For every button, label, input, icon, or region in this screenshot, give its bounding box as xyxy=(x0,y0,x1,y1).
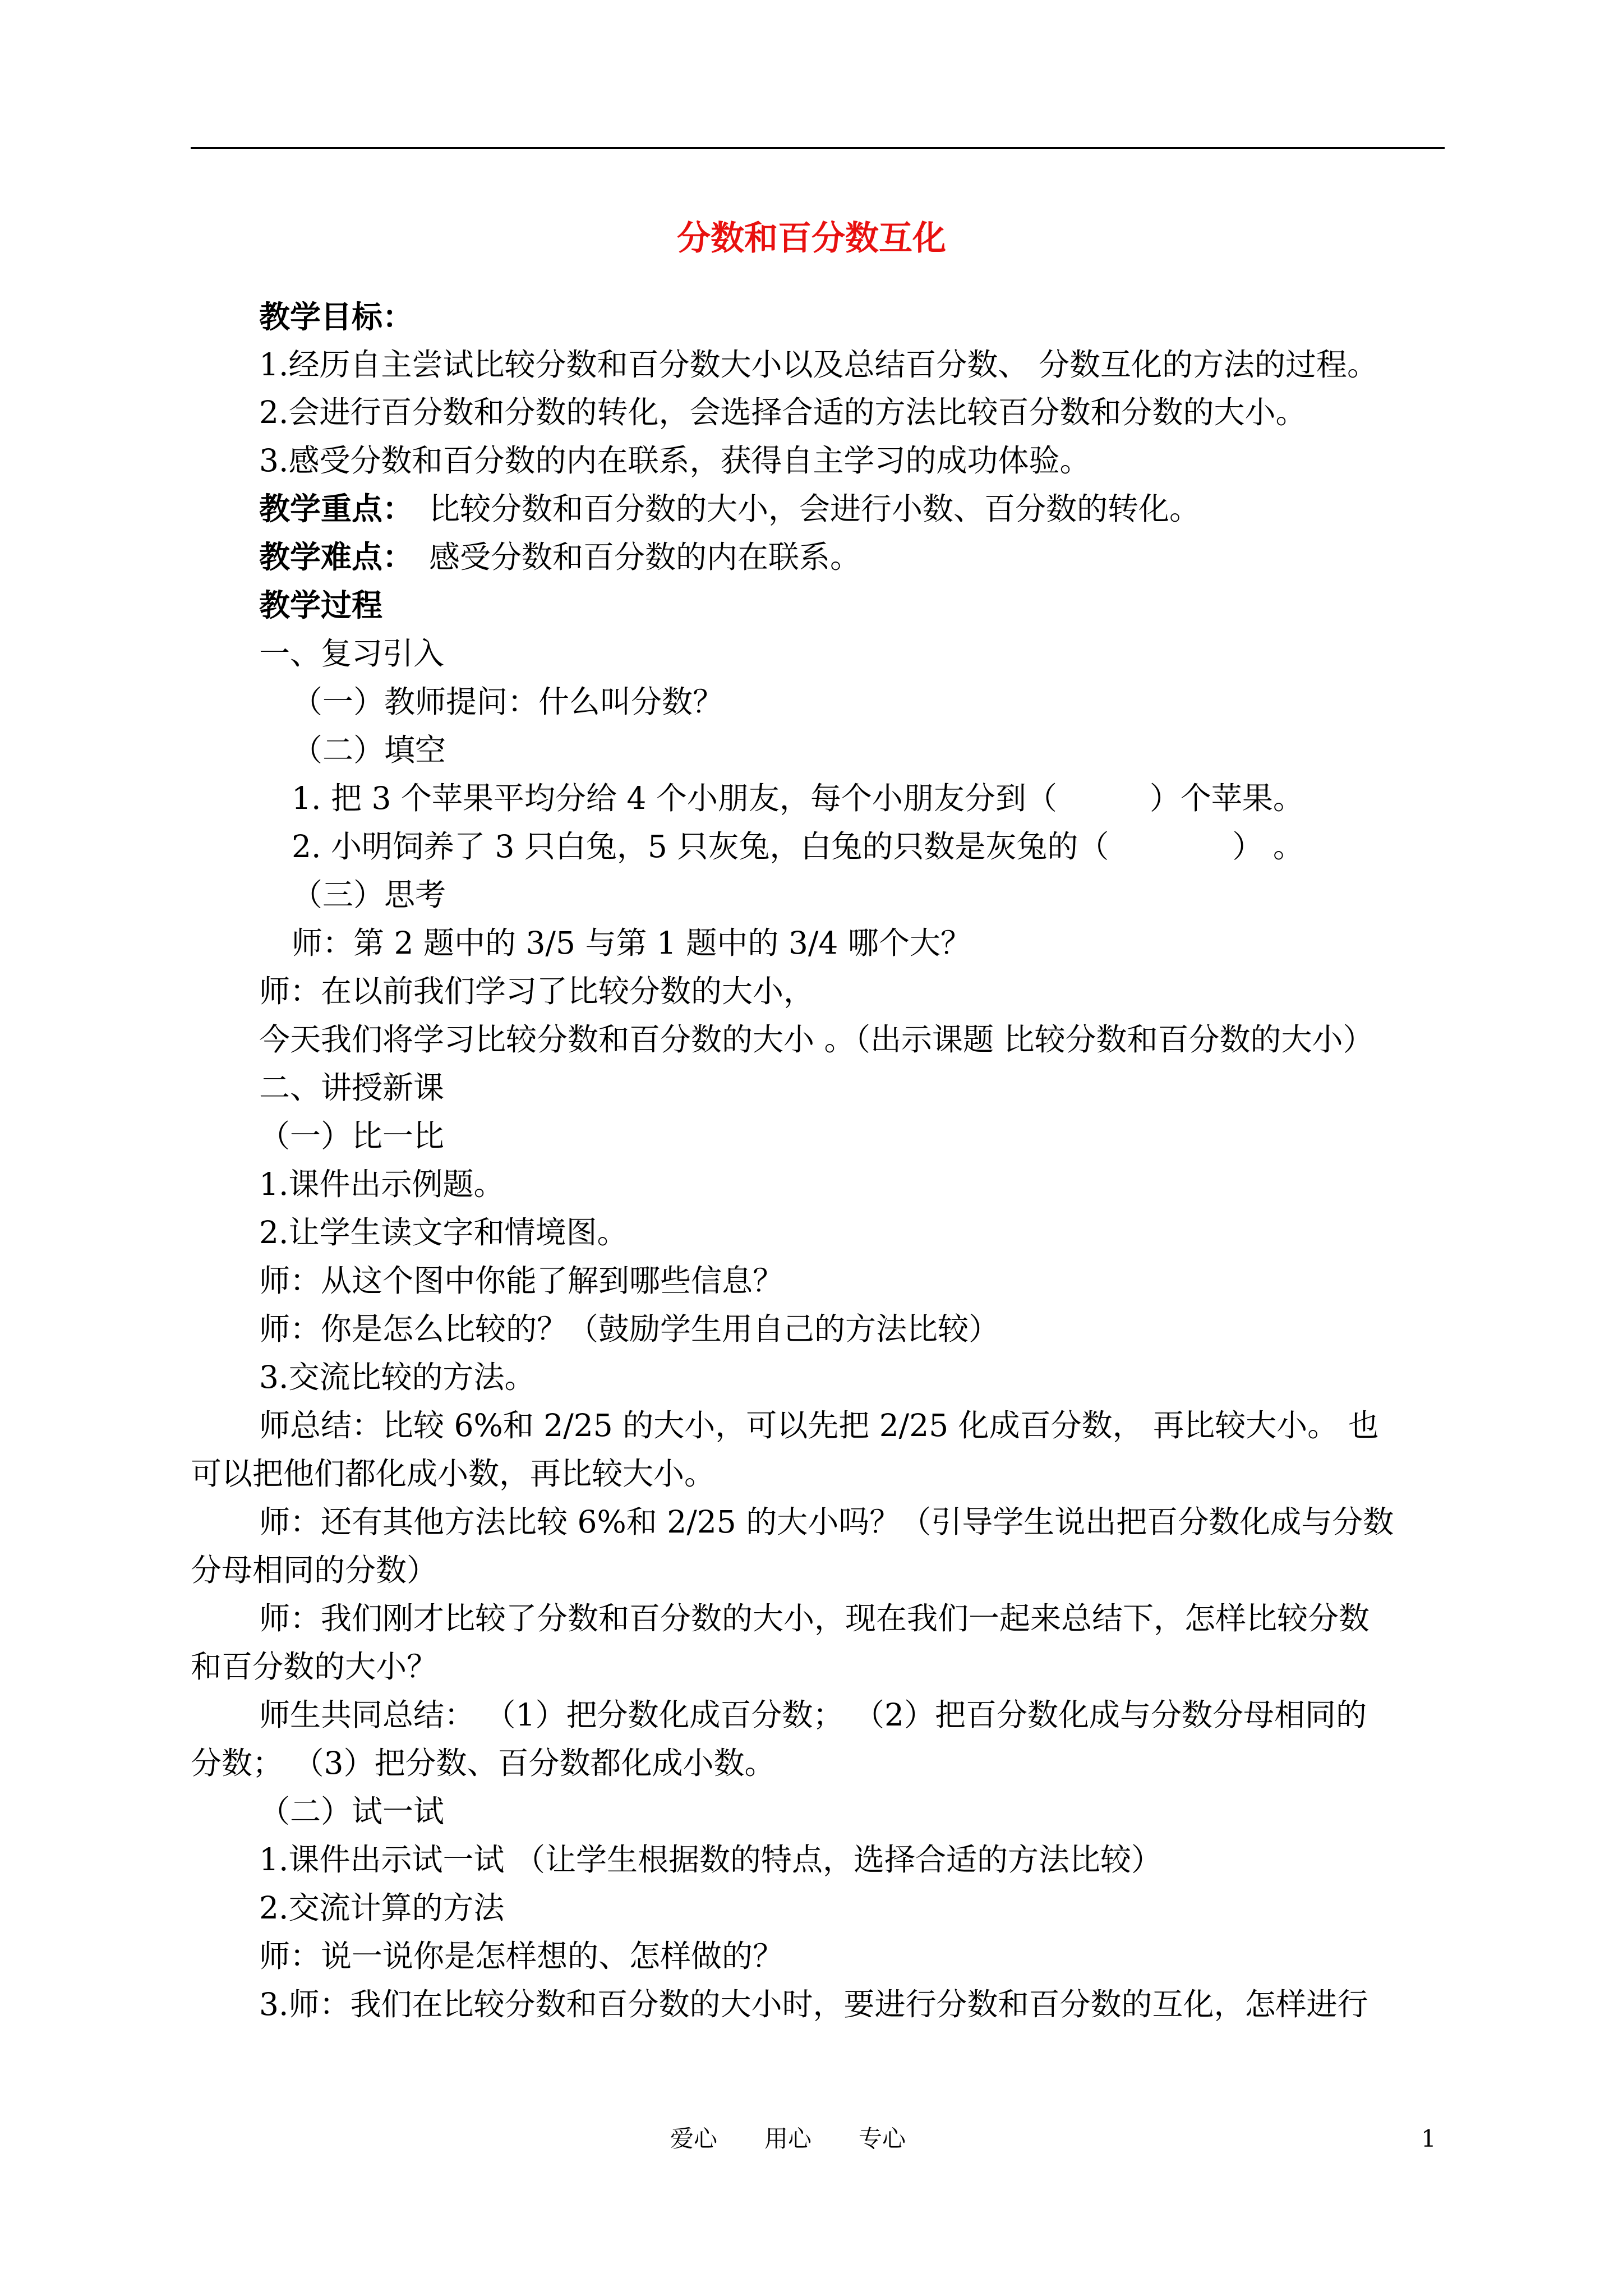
section2-heading: 二、讲授新课 xyxy=(259,1070,445,1106)
fill-blank-1: 1. 把 3 个苹果平均分给 4 个小朋友，每个小朋友分到（ ）个苹果。 xyxy=(292,780,1304,816)
teacher-line-2: 师：在以前我们学习了比较分数的大小， xyxy=(259,973,815,1009)
compare-heading: （一）比一比 xyxy=(259,1118,445,1154)
summary-line-2: 可以把他们都化成小数，再比较大小。 xyxy=(191,1456,716,1492)
think-heading: （三）思考 xyxy=(292,877,446,913)
page-number: 1 xyxy=(1421,2125,1436,2152)
try-question: 师：说一说你是怎样想的、怎样做的？ xyxy=(259,1938,784,1974)
review-line-2: 和百分数的大小？ xyxy=(191,1649,438,1685)
try-heading: （二）试一试 xyxy=(259,1793,445,1829)
footer-motto: 爱心 用心 专心 xyxy=(670,2125,906,2152)
review-line-1: 师：我们刚才比较了分数和百分数的大小，现在我们一起来总结下，怎样比较分数 xyxy=(259,1600,1370,1636)
step-2: 2.让学生读文字和情境图。 xyxy=(259,1214,628,1250)
process-heading: 教学过程 xyxy=(259,587,383,623)
joint-summary-line-2: 分数； （3）把分数、百分数都化成小数。 xyxy=(191,1745,776,1781)
key-point-text: 比较分数和百分数的大小，会进行小数、百分数的转化。 xyxy=(429,491,1201,527)
objective-2: 2.会进行百分数和分数的转化，会选择合适的方法比较百分数和分数的大小。 xyxy=(259,394,1307,430)
objective-3: 3.感受分数和百分数的内在联系，获得自主学习的成功体验。 xyxy=(259,443,1091,478)
summary-line-1: 师总结：比较 6%和 2/25 的大小，可以先把 2/25 化成百分数， 再比较大小。 也 xyxy=(259,1407,1379,1443)
step-1: 1.课件出示例题。 xyxy=(259,1166,505,1202)
joint-summary-line-1: 师生共同总结： （1）把分数化成百分数； （2）把百分数化成与分数分母相同的 xyxy=(259,1697,1367,1733)
teacher-line-1: 师：第 2 题中的 3/5 与第 1 题中的 3/4 哪个大？ xyxy=(292,925,971,961)
header-rule xyxy=(191,147,1445,149)
try-step-3: 3.师：我们在比较分数和百分数的大小时，要进行分数和百分数的互化，怎样进行 xyxy=(259,1986,1368,2022)
difficulty-label: 教学难点： xyxy=(259,539,414,575)
other-method-line-1: 师：还有其他方法比较 6%和 2/25 的大小吗？（引导学生说出把百分数化成与分数 xyxy=(259,1504,1394,1540)
teacher-question-2: 师：你是怎么比较的？（鼓励学生用自己的方法比较） xyxy=(259,1311,1000,1347)
key-point xyxy=(259,489,1200,528)
key-point-label: 教学重点： xyxy=(259,490,414,527)
step-3: 3.交流比较的方法。 xyxy=(259,1359,536,1395)
try-step-1: 1.课件出示试一试 （让学生根据数的特点，选择合适的方法比较） xyxy=(259,1842,1162,1878)
difficulty-text: 感受分数和百分数的内在联系。 xyxy=(429,539,861,575)
objectives-heading: 教学目标： xyxy=(259,298,414,335)
fill-blank-heading: （二）填空 xyxy=(292,732,446,768)
teacher-line-3: 今天我们将学习比较分数和百分数的大小 。（出示课题 比较分数和百分数的大小） xyxy=(259,1022,1374,1057)
fill-blank-2: 2. 小明饲养了 3 只白兔，5 只灰兔，白兔的只数是灰兔的（ ） 。 xyxy=(292,829,1304,864)
objective-1: 1.经历自主尝试比较分数和百分数大小以及总结百分数、 分数互化的方法的过程。 xyxy=(259,347,1378,383)
page-title: 分数和百分数互化 xyxy=(677,219,946,258)
section1-heading: 一、复习引入 xyxy=(259,636,445,671)
other-method-line-2: 分母相同的分数） xyxy=(191,1552,438,1588)
try-step-2: 2.交流计算的方法 xyxy=(259,1890,505,1926)
difficulty xyxy=(259,537,861,577)
teacher-question-1: 师：从这个图中你能了解到哪些信息？ xyxy=(259,1263,784,1299)
review-question: （一）教师提问：什么叫分数？ xyxy=(292,684,724,720)
